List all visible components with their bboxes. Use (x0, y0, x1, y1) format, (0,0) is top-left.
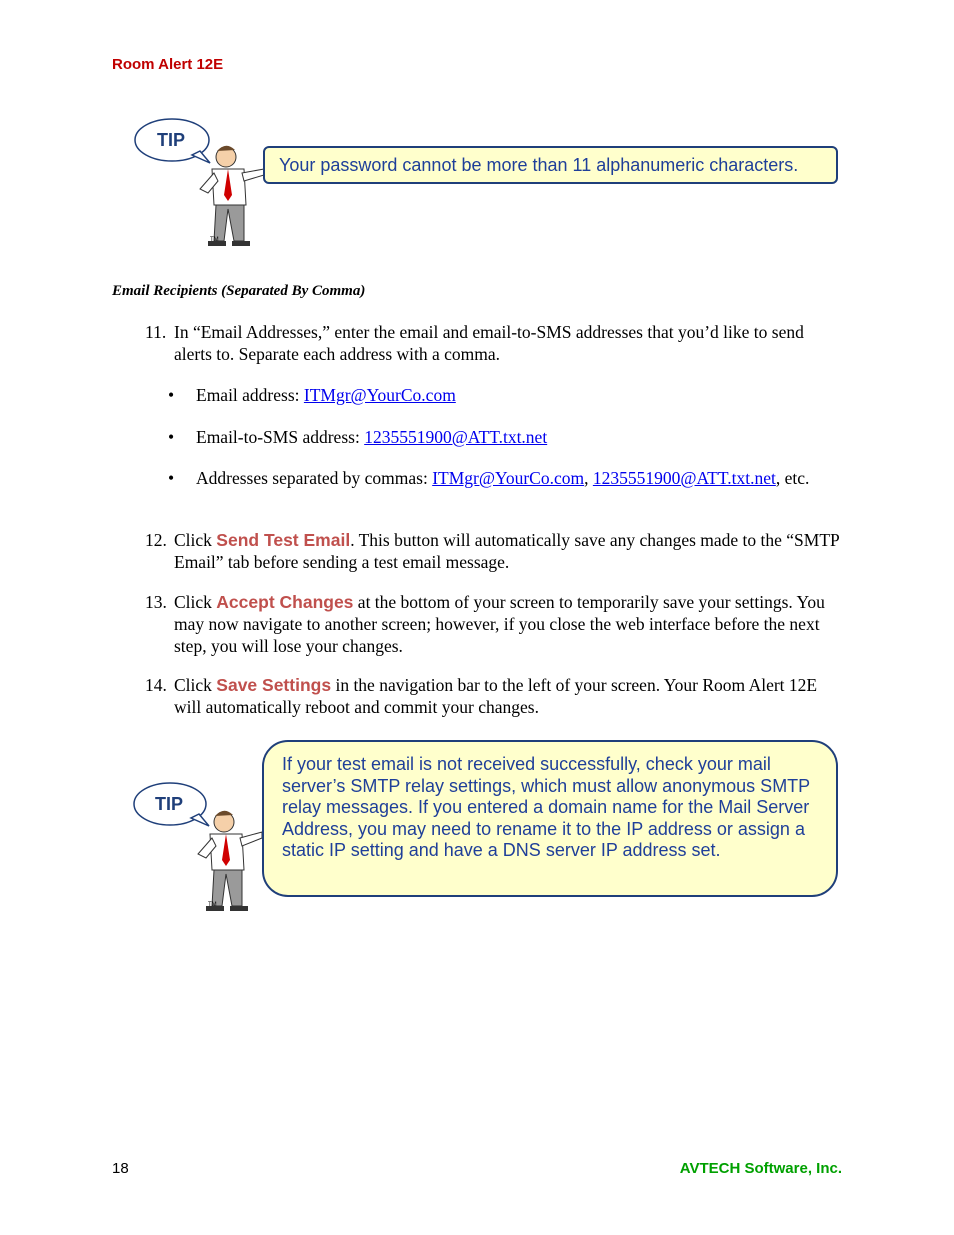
bullet-email-address (168, 384, 838, 406)
company-name: AVTECH Software, Inc. (679, 1160, 842, 1177)
send-test-email-label: Send Test Email (216, 530, 351, 550)
email-link[interactable]: ITMgr@YourCo.com (303, 385, 456, 405)
step-14 (145, 674, 845, 718)
bullet-label: Email address: (196, 385, 304, 405)
tip-text: If your test email is not received successfully, check your mail server’s SMTP relay settings, which must allow anonymous SMTP relay messages. If you entered a domain name for the Mail Server Address, you may need to rename it to the IP address or assign a static IP setting and have a DNS server IP address set. (282, 754, 810, 860)
bullet-symbol: • (168, 385, 175, 405)
accept-changes-label: Accept Changes (216, 592, 354, 612)
step-text: in the navigation bar to the left of your screen. Your Room Alert 12E will automatically reboot and commit your changes. (174, 675, 818, 717)
document-header-title: Room Alert 12E (112, 56, 224, 73)
svg-text:TM: TM (210, 237, 219, 243)
bullet-tail: , etc. (775, 468, 810, 488)
section-heading: Email Recipients (Separated By Comma) (112, 283, 366, 299)
tip-bubble-label: TIP (155, 794, 184, 814)
tip-text: Your password cannot be more than 11 alphanumeric characters. (279, 155, 799, 175)
sms-email-link[interactable]: 1235551900@ATT.txt.net (592, 468, 776, 488)
bullet-label: Email-to-SMS address: (196, 427, 365, 447)
svg-text:TM: TM (208, 902, 217, 908)
page-number: 18 (112, 1160, 129, 1177)
step-text: Click (174, 530, 217, 550)
step-text: at the bottom of your screen to temporarily save your settings. You may now navigate to another screen; however, if you close the web interface before the next step, you will lose your changes. (174, 592, 825, 656)
separator: , (584, 468, 593, 488)
step-text: In “Email Addresses,” enter the email and email-to-SMS addresses that you’d like to send alerts to. Separate each address with a comma. (174, 322, 804, 364)
step-text: Click (174, 592, 217, 612)
step-13 (145, 591, 845, 657)
bullet-separated-addresses (168, 467, 838, 489)
step-text: Click (174, 675, 217, 695)
bullet-symbol: • (168, 427, 175, 447)
save-settings-label: Save Settings (216, 675, 332, 695)
email-link[interactable]: ITMgr@YourCo.com (432, 468, 585, 488)
bullet-symbol: • (168, 468, 175, 488)
tip-mascot-illustration (134, 117, 264, 252)
tip-bubble-label: TIP (157, 130, 186, 150)
tip-callout-password (263, 146, 838, 184)
step-12 (145, 529, 845, 573)
tip-mascot-illustration (133, 782, 263, 917)
sms-email-link[interactable]: 1235551900@ATT.txt.net (364, 427, 548, 447)
tip-callout-test-email (262, 740, 838, 897)
step-number: 11. (145, 322, 167, 342)
step-number: 13. (145, 592, 167, 612)
step-number: 14. (145, 675, 167, 695)
step-number: 12. (145, 530, 167, 550)
step-text: . This button will automatically save any changes made to the “SMTP Email” tab before sending a test email message. (174, 530, 840, 572)
bullet-sms-address (168, 426, 838, 448)
bullet-label: Addresses separated by commas: (196, 468, 433, 488)
step-11 (145, 321, 845, 365)
